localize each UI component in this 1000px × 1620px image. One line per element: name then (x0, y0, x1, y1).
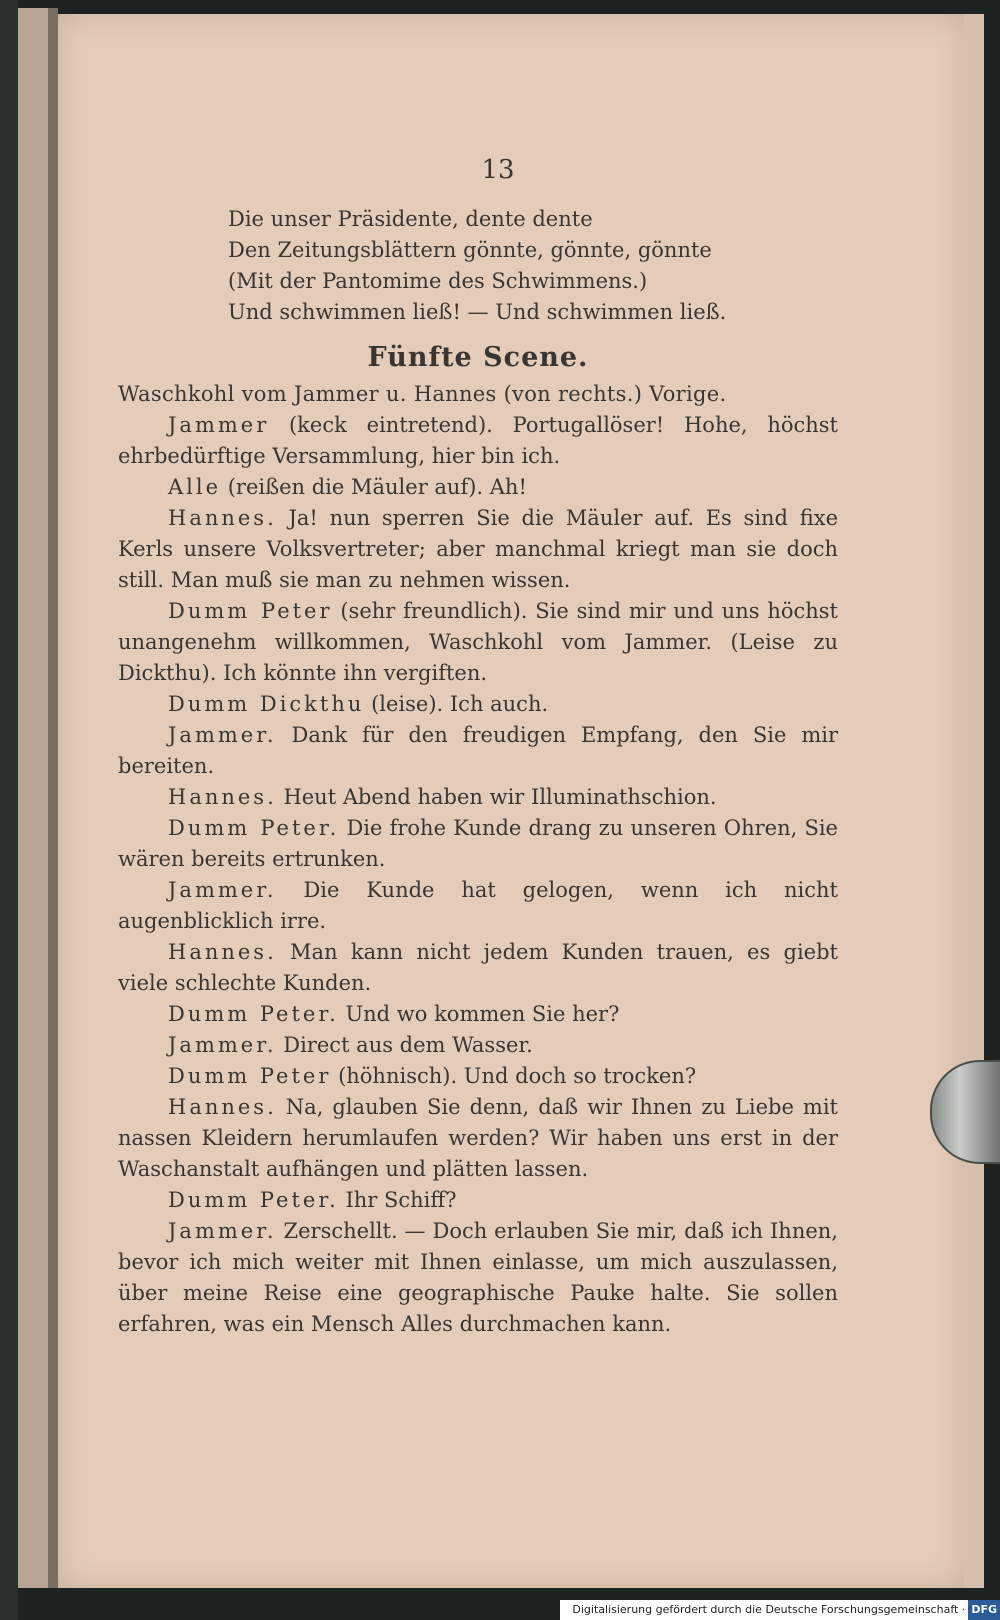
verse-line: Den Zeitungsblättern gönnte, gönnte, gönnte (228, 238, 712, 262)
dialogue-line (118, 1216, 838, 1340)
dialogue-line (118, 596, 838, 689)
speaker-name: Dumm Peter (168, 599, 333, 623)
footer-text: Digitalisierung gefördert durch die Deutsche Forschungsgemeinschaft · (572, 1603, 966, 1616)
speaker-name: Hannes. (168, 785, 277, 809)
speech-text: (sehr freundlich). Sie sind mir und uns höchst unangenehm willkommen, Waschkohl vom Jammer. (Leise zu Dickthu). Ich könnte ihn vergiften. (118, 599, 838, 685)
speaker-name: Dumm Peter. (168, 1188, 339, 1212)
speech-text: Na, glauben Sie denn, daß wir Ihnen zu Liebe mit nassen Kleidern herumlaufen werden? Wir haben uns erst in der Waschanstalt aufhängen und plätten lassen. (118, 1095, 838, 1181)
speech-text: Ja! nun sperren Sie die Mäuler auf. Es sind fixe Kerls unsere Volksvertreter; aber manchmal kriegt man sie doch still. Man muß sie man zu nehmen wissen. (118, 506, 838, 592)
speaker-name: Hannes. (168, 1095, 277, 1119)
speech-text: Man kann nicht jedem Kunden trauen, es giebt viele schlechte Kunden. (118, 940, 838, 995)
speech-text: Direct aus dem Wasser. (276, 1033, 533, 1057)
dialogue-line (118, 410, 838, 472)
speech-text: Dank für den freudigen Empfang, den Sie mir bereiten. (118, 723, 838, 778)
dialogue (118, 410, 838, 1340)
dialogue-line (118, 813, 838, 875)
speaker-name: Alle (168, 475, 222, 499)
dialogue-line (118, 1030, 838, 1061)
speaker-name: Dumm Peter (168, 1064, 332, 1088)
page-gutter (48, 8, 58, 1588)
speech-text: Heut Abend haben wir Illuminathschion. (276, 785, 717, 809)
speaker-name: Jammer. (168, 723, 277, 747)
speech-text: (keck eintretend). Portugallöser! Hohe, höchst ehrbedürftige Versammlung, hier bin ich. (118, 413, 838, 468)
dialogue-line (118, 782, 838, 813)
dialogue-line (118, 503, 838, 596)
speaker-name: Dumm Peter. (168, 816, 340, 840)
speech-text: Und wo kommen Sie her? (338, 1002, 620, 1026)
speaker-name: Hannes. (168, 940, 277, 964)
verse-line: Die unser Präsidente, dente dente (228, 207, 593, 231)
dialogue-line (118, 1092, 838, 1185)
speaker-name: Hannes. (168, 506, 277, 530)
dialogue-line (118, 689, 838, 720)
speaker-name: Jammer. (168, 1033, 277, 1057)
speech-text: (höhnisch). Und doch so trocken? (331, 1064, 697, 1088)
dialogue-line (118, 937, 838, 999)
speaker-name: Jammer. (168, 878, 277, 902)
dialogue-line (118, 720, 838, 782)
scene-title: Fünfte Scene. (367, 342, 589, 373)
speech-text: Zerschellt. — Doch erlauben Sie mir, daß ich Ihnen, bevor ich mich weiter mit Ihnen einlasse, um mich auszulassen, über meine Reise eine geographische Pauke halte. Sie sollen erfahren, was ein Mensch Alles durchmachen kann. (118, 1219, 838, 1336)
page-edge-right (964, 14, 984, 1588)
verse-line: Und schwimmen ließ! — Und schwimmen ließ. (228, 300, 727, 324)
scan-border (0, 0, 18, 1620)
speech-text: (leise). Ich auch. (364, 692, 549, 716)
dfg-logo: DFG (968, 1600, 1000, 1620)
digitization-footer (560, 1600, 1000, 1620)
dialogue-line (118, 1061, 838, 1092)
dialogue-line (118, 1185, 838, 1216)
dialogue-line (118, 472, 838, 503)
page-text (118, 155, 838, 1340)
verse-line: (Mit der Pantomime des Schwimmens.) (228, 269, 648, 293)
speech-text: Die Kunde hat gelogen, wenn ich nicht augenblicklich irre. (118, 878, 838, 933)
dialogue-line (118, 999, 838, 1030)
speech-text: (reißen die Mäuler auf). Ah! (221, 475, 527, 499)
speaker-name: Jammer (168, 413, 270, 437)
verse-block (118, 204, 838, 328)
speaker-name: Dumm Dickthu (168, 692, 365, 716)
page-number: 13 (481, 155, 515, 185)
speech-text: Ihr Schiff? (338, 1188, 457, 1212)
scene-cast: Waschkohl vom Jammer u. Hannes (von rechts.) Vorige. (118, 382, 727, 406)
speech-text: Die frohe Kunde drang zu unseren Ohren, Sie wären bereits ertrunken. (118, 816, 838, 871)
speaker-name: Jammer. (168, 1219, 277, 1243)
dialogue-line (118, 875, 838, 937)
speaker-name: Dumm Peter. (168, 1002, 339, 1026)
